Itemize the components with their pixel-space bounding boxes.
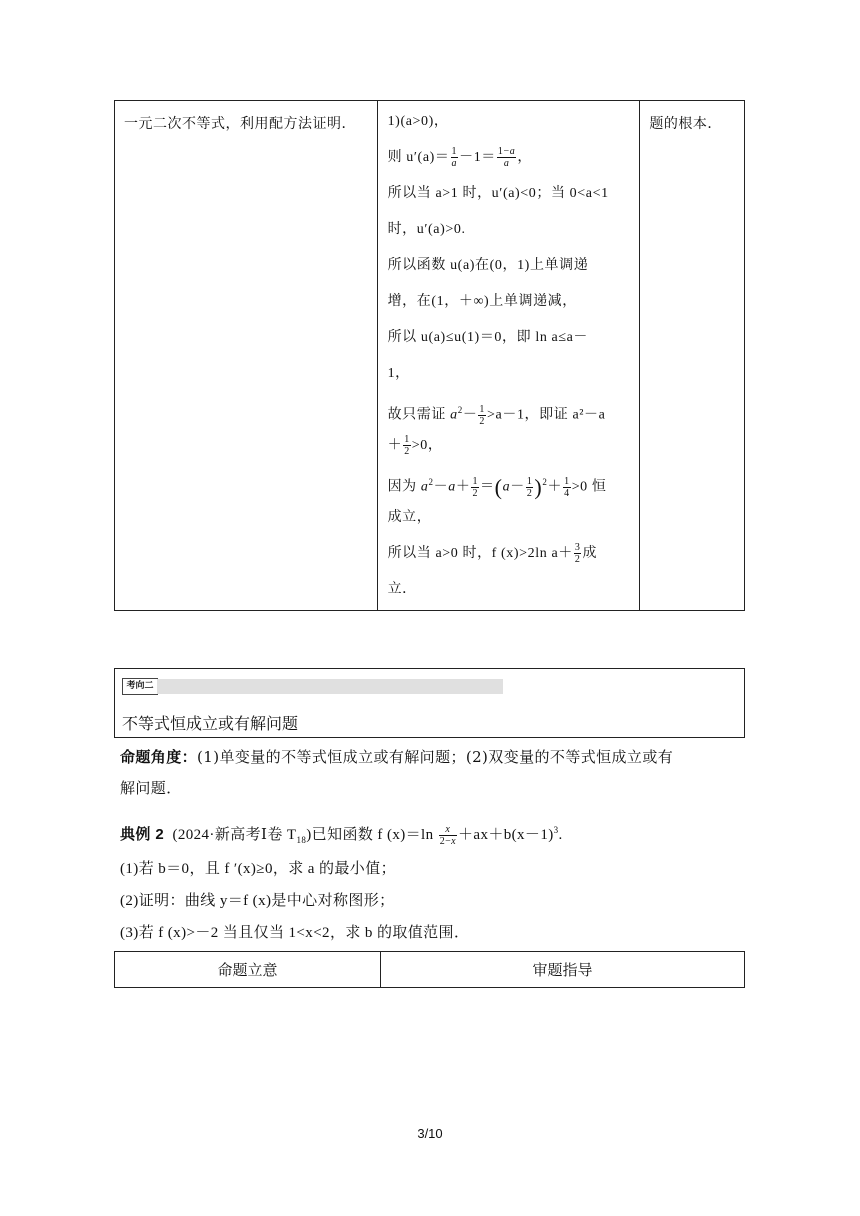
note-text: 题的根本． <box>649 116 722 132</box>
fraction: $\frac{3}{2}$ <box>574 542 581 566</box>
solution-table <box>114 100 745 611</box>
strategy-text: 一元二次不等式，利用配方法证明． <box>124 116 356 132</box>
derivation-line: 因为 $a^2-a+$ $\frac{1}{2}$ ＝(a－ $\frac{1}{2}$ )$^2$＋ $\frac{1}{4}$ >0 恒 <box>387 474 607 500</box>
angle-text: (1)单变量的不等式恒成立或有解问题；(2)双变量的不等式恒成立或有 <box>197 748 674 766</box>
derivation-line: 所以 u(a)≤u(1)＝0，即 ln a≤a－ <box>387 330 589 345</box>
question-list <box>120 853 745 949</box>
fraction: $\frac{1-a}{a}$ <box>497 146 516 170</box>
derivation-line: 成立， <box>387 510 432 525</box>
question-item: (1)若 b＝0，且 f ′(x)≥0，求 a 的最小值； <box>120 861 396 877</box>
fraction: $\frac{1}{4}$ <box>564 475 570 499</box>
fraction: $\frac{1}{2}$ <box>404 434 410 458</box>
derivation-line: 所以函数 u(a)在(0，1)上单调递 <box>387 258 589 273</box>
derivation-line: 立． <box>387 582 417 597</box>
derivation-line: 1， <box>387 366 410 381</box>
fraction: $\frac{1}{2}$ <box>472 475 479 499</box>
derivation-cell <box>377 101 640 611</box>
strategy-cell <box>115 101 378 611</box>
derivation-line: 则 u′(a)＝ $\frac{1}{a}$ －1＝ $\frac{1-a}{a}$ ， <box>387 146 532 170</box>
header-guidance: 审题指导 <box>381 952 745 988</box>
derivation-line: 1)(a>0)， <box>387 114 449 129</box>
derivation-line: 时，u′(a)>0. <box>387 222 466 237</box>
note-cell <box>640 101 745 611</box>
section-tag: 考向二 <box>122 678 158 695</box>
example-label: 典例 2 <box>120 826 165 843</box>
fraction: $\frac{1}{2}$ <box>526 475 533 499</box>
section-box <box>114 668 745 738</box>
section-title: 不等式恒成立或有解问题 <box>122 716 299 733</box>
fraction: $\frac{x}{2-x}$ <box>439 824 456 848</box>
derivation-line: 故只需证 $a^2-$ $\frac{1}{2}$ >a－1，即证 a²－a <box>387 403 606 427</box>
derivation-line: 所以当 a>0 时，f (x)>2ln a＋ $\frac{3}{2}$ 成 <box>387 542 598 566</box>
fraction: $\frac{1}{a}$ <box>451 146 458 170</box>
derivation-line: ＋ $\frac{1}{2}$ >0， <box>387 434 443 458</box>
angle-text-cont: 解问题． <box>120 779 182 797</box>
question-item: (2)证明：曲线 y＝f (x)是中心对称图形； <box>120 893 395 909</box>
derivation-line: 所以当 a>1 时，u′(a)<0；当 0<a<1 <box>387 186 609 201</box>
question-item: (3)若 f (x)>－2 当且仅当 1<x<2，求 b 的取值范围． <box>120 925 470 941</box>
angle-label: 命题角度： <box>120 749 198 766</box>
derivation-line: 增，在(1，＋∞)上单调递减， <box>387 294 577 309</box>
angle-paragraph <box>120 742 745 803</box>
section-tag-bar <box>157 679 503 694</box>
example-statement: 典例 2 (2024·新高考Ⅰ卷 $T_{18}$)已知函数 f (x)＝ln $\frac{x}{2-x}$ $+ax+b(x-1)^3$. <box>120 824 563 848</box>
page-number: 3/10 <box>417 1126 443 1141</box>
analysis-table <box>114 951 745 988</box>
header-intent: 命题立意 <box>115 952 381 988</box>
fraction: $\frac{1}{2}$ <box>479 403 486 427</box>
